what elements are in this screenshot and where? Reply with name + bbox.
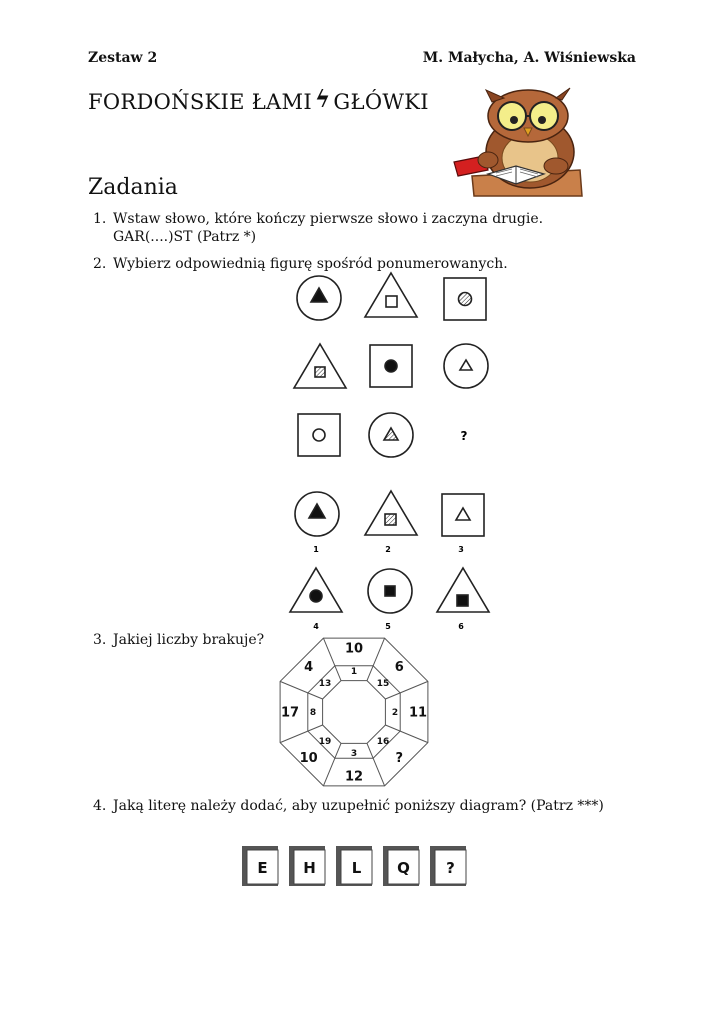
inner-number: 16	[376, 737, 390, 747]
cell-circle-triangle-hatched	[369, 413, 413, 457]
tile-letter: L	[351, 859, 362, 877]
letter-tile	[383, 846, 419, 886]
task-text: Jakiej liczby brakuje?	[113, 632, 265, 648]
lightning-icon: ϟ	[314, 86, 331, 113]
inner-number: 15	[376, 679, 390, 689]
outer-number: 4	[304, 660, 314, 676]
octagon-ring	[323, 681, 386, 744]
task-number: 4.	[93, 798, 107, 814]
option-label: 1	[313, 545, 319, 554]
missing-figure-mark: ?	[460, 429, 468, 443]
outer-number: 12	[344, 769, 364, 785]
title-part1: FORDOŃSKIE ŁAMI	[88, 90, 312, 114]
cell-circle-triangle	[297, 276, 341, 320]
option-4	[290, 568, 342, 612]
header-left: Zestaw 2	[88, 50, 158, 66]
inner-number: 2	[391, 708, 399, 718]
tile-letter: ?	[446, 859, 455, 877]
section-title: Zadania	[88, 175, 178, 200]
outer-number: 6	[394, 660, 404, 676]
task-text-line2: GAR(....)ST (Patrz *)	[113, 229, 257, 245]
option-3	[442, 494, 484, 536]
inner-number: 8	[309, 708, 317, 718]
letter-tile	[430, 846, 466, 886]
option-2	[365, 491, 417, 535]
option-5	[368, 569, 412, 613]
letter-sequence-diagram	[238, 842, 474, 892]
inner-number: 19	[318, 737, 332, 747]
task-number: 1.	[93, 211, 107, 227]
outer-number: 11	[408, 705, 428, 721]
owl-reading-illustration	[452, 86, 584, 198]
task-number: 2.	[93, 256, 107, 272]
letter-tile	[289, 846, 325, 886]
inner-number: 1	[350, 667, 358, 677]
task-1	[93, 210, 543, 246]
task-text: Wybierz odpowiednią figurę spośród ponumerowanych.	[113, 256, 508, 272]
option-label: 4	[313, 622, 319, 631]
option-label: 5	[385, 622, 391, 631]
task-3	[93, 631, 264, 649]
outer-number: 10	[299, 750, 318, 766]
cell-triangle-square	[365, 273, 417, 317]
outer-number: ?	[395, 750, 404, 766]
header-right: M. Małycha, A. Wiśniewska	[422, 50, 636, 66]
tile-letter: H	[303, 859, 316, 877]
option-label: 2	[385, 545, 391, 554]
option-1	[295, 492, 339, 536]
option-6	[437, 568, 489, 612]
cell-square-dot	[370, 345, 412, 387]
octagon-number-puzzle	[266, 632, 442, 792]
page-title	[88, 88, 429, 115]
tile-letter: E	[257, 859, 268, 877]
tile-letter: Q	[397, 859, 410, 877]
letter-tile	[336, 846, 372, 886]
title-part2: GŁÓWKI	[333, 90, 429, 114]
cell-square-circle-outline	[298, 414, 340, 456]
cell-square-circle	[444, 278, 486, 320]
outer-number: 10	[344, 641, 364, 657]
letter-tile	[242, 846, 278, 886]
task-4	[93, 797, 604, 815]
task-text: Jaką literę należy dodać, aby uzupełnić poniższy diagram? (Patrz ***)	[113, 798, 604, 814]
option-label: 3	[458, 545, 464, 554]
inner-number: 13	[318, 679, 332, 689]
cell-circle-triangle-outline	[444, 344, 488, 388]
outer-number: 17	[280, 705, 300, 721]
figure-puzzle	[280, 268, 496, 640]
inner-number: 3	[350, 749, 358, 759]
task-text: Wstaw słowo, które kończy pierwsze słowo i zaczyna drugie.	[113, 211, 544, 227]
option-label: 6	[458, 622, 464, 631]
cell-triangle-square-hatched	[294, 344, 346, 388]
task-number: 3.	[93, 632, 107, 648]
